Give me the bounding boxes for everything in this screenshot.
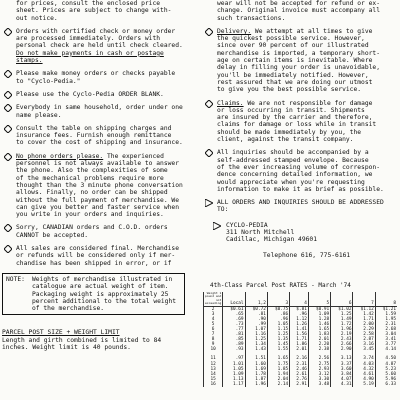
parcel-line: Length and girth combined is limited to 84 — [2, 336, 162, 344]
term-line: without the full payment of merchandise. We — [16, 196, 180, 204]
rates-weight-cell: 16 — [204, 382, 223, 387]
rates-cell: 1.87 — [245, 377, 267, 382]
rates-cell: 2.29 — [353, 327, 375, 332]
term-line: merchandise is imported, a temporary short- — [217, 49, 381, 57]
note-line: percent additional to the total weight — [32, 297, 177, 305]
mailing-address — [203, 222, 398, 244]
rates-cell: .73 — [223, 322, 245, 327]
term-line: allows. Finally, no order can be shipped — [16, 189, 168, 197]
term-underline-text: stamps. — [16, 57, 43, 65]
right-terms-list — [203, 28, 398, 193]
term-line: personnel is not always available to answer — [16, 160, 180, 168]
term-underline: No phone orders please. — [16, 152, 104, 160]
term-line: the phone. Also the complexities of some — [16, 167, 168, 175]
rates-cell: 1.09 — [223, 372, 245, 377]
rates-cell: 2.91 — [290, 382, 309, 387]
rates-cell: 2.01 — [290, 347, 309, 352]
rates-cell: 2.14 — [267, 382, 289, 387]
address-heading-item — [203, 199, 398, 214]
rates-cell: .99 — [245, 322, 267, 327]
fragment-line: change. Original invoice must accompany all — [217, 7, 381, 15]
rates-cell: 3.60 — [331, 367, 353, 372]
rates-cell: 1.55 — [267, 347, 289, 352]
rates-cell: 4.50 — [375, 356, 397, 361]
address-line: Cadillac, Michigan 49601 — [226, 236, 317, 244]
address-heading: ALL ORDERS AND INQUIRIES SHOULD BE ADDRESSED TO: — [217, 199, 384, 214]
rates-zone-header: 4 — [290, 292, 309, 306]
rates-zone-header: 5 — [308, 292, 330, 306]
rates-weight-cell: 4 — [204, 317, 223, 322]
term-underline-text: Do not make payments in cash or postage — [16, 49, 164, 57]
term-line: insurance fees. Furnish enough remittance — [16, 132, 172, 140]
diamond-bullet-icon — [4, 153, 12, 161]
term-line: Please make money orders or checks payable — [16, 70, 176, 78]
parcel-line: inches. Weight limit is 40 pounds. — [2, 343, 131, 351]
rates-cell: 2.01 — [308, 337, 330, 342]
rates-cell: 1.71 — [353, 317, 375, 322]
rates-cell: 1.17 — [223, 382, 245, 387]
rates-weight-cell: 2 — [204, 306, 223, 312]
rates-weight-cell: 14 — [204, 372, 223, 377]
term-line: name please. — [16, 111, 62, 119]
term-item-consult-table — [2, 125, 198, 147]
right-column — [203, 0, 398, 259]
term-line: are insured by the carrier and therefore, — [217, 114, 373, 122]
rates-cell: 3.48 — [308, 382, 330, 387]
rates-cell: 5.23 — [375, 367, 397, 372]
rates-weight-cell: 13 — [204, 367, 223, 372]
rates-cell: 1.75 — [267, 362, 289, 367]
term-line: personal check are held until check cleared. — [16, 42, 183, 50]
diamond-bullet-icon — [4, 70, 12, 78]
diamond-bullet-icon — [4, 104, 12, 112]
rates-cell: 1.09 — [308, 312, 330, 317]
diamond-bullet-icon — [205, 149, 213, 157]
rates-cell: 4.90 — [353, 377, 375, 382]
rates-cell: 1.41 — [290, 327, 309, 332]
rates-cell: 1.25 — [245, 337, 267, 342]
rates-row — [204, 367, 398, 372]
term-line: self-addressed stamped envelope. Because — [217, 156, 369, 164]
rates-weight-cell: 6 — [204, 327, 223, 332]
rates-cell: 1.49 — [331, 317, 353, 322]
term-line: Sorry, CANADIAN orders and C.O.D. orders — [16, 224, 168, 232]
rates-cell: 2.00 — [353, 322, 375, 327]
rates-cell: $1.21 — [375, 306, 397, 312]
rates-cell: 2.75 — [308, 362, 330, 367]
rates-cell: 5.60 — [375, 372, 397, 377]
rates-cell: .81 — [245, 312, 267, 317]
diamond-bullet-icon — [4, 28, 12, 36]
rates-cell: 1.46 — [308, 322, 330, 327]
rates-cell: .90 — [245, 317, 267, 322]
rates-cell: 2.31 — [290, 362, 309, 367]
rates-cell: 5.96 — [375, 377, 397, 382]
rates-cell: 1.12 — [290, 317, 309, 322]
parcel-post-heading: PARCEL POST SIZE + WEIGHT LIMIT — [2, 329, 120, 337]
rates-row — [204, 306, 398, 312]
rates-cell: 1.78 — [245, 372, 267, 377]
term-text — [16, 70, 198, 85]
rates-cell: 1.25 — [267, 332, 289, 337]
fragment-line: for prices, consult the enclosed price — [16, 0, 161, 7]
term-item-delivery — [203, 28, 398, 94]
term-line: to "Cyclo-Pedia." — [16, 77, 81, 85]
rates-cell: $.81 — [290, 306, 309, 312]
rates-title: 4th-Class Parcel Post RATES - March '74 — [210, 282, 351, 289]
term-line: to give you the best possible service. — [217, 86, 362, 94]
term-line: you'll be immediately notified. However, — [217, 71, 369, 79]
rates-cell: 1.26 — [290, 322, 309, 327]
fragment-line: sheet. Prices are subject to change with- — [16, 7, 172, 15]
rates-cell: 3.41 — [375, 337, 397, 342]
rates-cell: 2.16 — [290, 356, 309, 361]
term-line — [217, 28, 398, 35]
term-underline — [16, 57, 198, 64]
term-line: information to make it as brief as possible. — [217, 185, 384, 193]
rates-cell: .89 — [223, 342, 245, 347]
rates-cell: 3.77 — [375, 342, 397, 347]
rates-weight-header: Weight 1 pound and not exceeding — [205, 291, 222, 306]
rates-cell: 1.96 — [331, 327, 353, 332]
rates-header-row — [204, 292, 398, 306]
rates-cell: 1.56 — [290, 332, 309, 337]
term-line: are processed immediately. Orders with — [16, 35, 161, 43]
rates-cell: .81 — [223, 332, 245, 337]
rates-cell: 1.15 — [267, 327, 289, 332]
rates-cell: 1.28 — [308, 317, 330, 322]
rates-cell: 1.05 — [267, 322, 289, 327]
rates-row — [204, 362, 398, 367]
note-line: Packaging weight is approximately 25 — [32, 290, 169, 298]
term-line: Orders with certified check or money order — [16, 27, 176, 35]
term-line: of the ever increasing volume of correspon- — [217, 163, 381, 171]
rates-cell: 1.85 — [267, 367, 289, 372]
term-text — [16, 153, 198, 219]
fragment-line: such transactions. — [217, 14, 286, 22]
rates-weight-cell: 3 — [204, 312, 223, 317]
rates-cell: 1.43 — [245, 347, 267, 352]
term-line: since over 90 percent of our illustrated — [217, 42, 369, 50]
term-line — [217, 100, 398, 107]
term-line: rest assured that we are doing our utmost — [217, 78, 373, 86]
left-column — [2, 0, 198, 351]
parcel-rates-table — [203, 292, 397, 387]
rates-cell: 2.31 — [375, 322, 397, 327]
rates-cell: 1.71 — [290, 337, 309, 342]
fragment-line: wear will not be accepted for refund or ex- — [217, 0, 381, 7]
rates-cell: 2.43 — [331, 337, 353, 342]
rates-cell: .69 — [223, 317, 245, 322]
rates-cell: $0.91 — [308, 306, 330, 312]
term-line: Everybody in same household, order under one — [16, 104, 183, 112]
rates-cell: .86 — [267, 312, 289, 317]
rates-cell: 1.94 — [267, 372, 289, 377]
term-line: should be made immediately by you, the — [217, 128, 362, 136]
rates-cell: 1.13 — [223, 377, 245, 382]
term-item-household — [2, 104, 198, 119]
weights-note — [2, 273, 185, 315]
term-underline — [16, 50, 198, 57]
rates-cell: $1.12 — [353, 306, 375, 312]
rates-cell: 3.45 — [353, 347, 375, 352]
rates-weight-cell: 10 — [204, 347, 223, 352]
note-label: NOTE: — [6, 275, 25, 283]
pointer-bullet-icon — [213, 222, 221, 230]
term-text — [217, 149, 398, 193]
diamond-bullet-icon — [205, 100, 213, 108]
term-text — [16, 28, 198, 64]
term-line: CANNOT be accepted. — [16, 231, 89, 239]
rates-cell: 1.96 — [245, 382, 267, 387]
note-line: Weights of merchandise illustrated in — [32, 275, 173, 283]
rates-weight-cell: 11 — [204, 356, 223, 361]
term-line: or loss occurring in transit. Shipments — [217, 106, 365, 114]
rates-cell: 1.25 — [331, 312, 353, 317]
rates-cell: .77 — [223, 327, 245, 332]
rates-cell: 1.51 — [245, 356, 267, 361]
diamond-bullet-icon — [4, 224, 12, 232]
term-text — [217, 100, 398, 144]
rates-cell: 4.61 — [353, 372, 375, 377]
term-line — [16, 153, 198, 160]
rates-zone-header: 6 — [331, 292, 353, 306]
rates-cell: 1.95 — [375, 317, 397, 322]
term-text — [16, 125, 198, 147]
rates-cell: 4.14 — [375, 347, 397, 352]
rates-cell: 4.32 — [353, 367, 375, 372]
term-line: you write in your orders and inquiries. — [16, 211, 164, 219]
rates-cell: 1.07 — [245, 327, 267, 332]
note-text — [32, 276, 181, 312]
rates-cell: 3.13 — [331, 356, 353, 361]
term-line: Please use the Cyclo-Pedia ORDER BLANK. — [16, 90, 164, 98]
rates-weight-cell: 5 — [204, 322, 223, 327]
rates-cell: $0.72 — [245, 306, 267, 312]
rates-cell: 1.05 — [223, 367, 245, 372]
rates-cell: 1.65 — [308, 327, 330, 332]
rates-cell: 2.58 — [353, 332, 375, 337]
fragment-line: out notice. — [16, 14, 58, 22]
rates-cell: 1.59 — [375, 312, 397, 317]
term-item-sales-final — [2, 245, 198, 267]
rates-cell: $1.02 — [331, 306, 353, 312]
rates-cell: 1.35 — [267, 337, 289, 342]
rates-cell: 3.16 — [353, 342, 375, 347]
rates-cell: .96 — [267, 317, 289, 322]
rates-zone-header: 1,2 — [245, 292, 267, 306]
diamond-bullet-icon — [205, 199, 213, 207]
rates-cell: 2.38 — [308, 347, 330, 352]
rates-zone-header: Local — [223, 292, 245, 306]
rates-cell: 2.04 — [267, 377, 289, 382]
term-text — [16, 104, 198, 119]
term-line-rest: We are not responsible for damage — [243, 99, 373, 107]
term-line: claims for damage or loss while in transit — [217, 121, 377, 129]
term-item-inquiries — [203, 149, 398, 193]
rates-cell: 2.68 — [375, 327, 397, 332]
parcel-post-text — [2, 337, 198, 352]
term-item-order-blank — [2, 91, 198, 98]
address-line: 311 North Mitchell — [226, 229, 295, 237]
rates-weight-cell: 15 — [204, 377, 223, 382]
rates-cell: 2.90 — [331, 347, 353, 352]
rates-cell: .97 — [223, 356, 245, 361]
rates-cell: 2.46 — [290, 367, 309, 372]
term-item-claims — [203, 100, 398, 144]
term-line: chandise has been shipped in error, or if — [16, 259, 172, 267]
term-line-rest: We attempt at all times to give — [251, 27, 373, 35]
term-line: age on certain items is inevitable. Where — [217, 57, 373, 65]
rates-cell: 3.74 — [353, 356, 375, 361]
rates-cell: $0.75 — [267, 306, 289, 312]
rates-cell: 4.07 — [331, 377, 353, 382]
rates-zone-header: 8 — [375, 292, 397, 306]
rates-cell: 4.03 — [353, 362, 375, 367]
address-line: CYCLO-PEDIA — [226, 221, 268, 229]
rates-cell: 1.42 — [353, 312, 375, 317]
term-line: or refunds will be considered only if mer- — [16, 252, 176, 260]
rates-cell: $0.61 — [223, 306, 245, 312]
rates-cell: 1.83 — [308, 332, 330, 337]
term-item-canadian — [2, 224, 198, 239]
rates-cell: 1.65 — [267, 356, 289, 361]
rates-cell: 4.87 — [375, 362, 397, 367]
left-top-fragment — [16, 0, 198, 22]
rates-zone-header: 7 — [353, 292, 375, 306]
rates-cell: 2.61 — [290, 372, 309, 377]
rates-cell: 1.72 — [331, 322, 353, 327]
term-item-money-orders — [2, 70, 198, 85]
term-line: would appreciate when you're requesting — [217, 178, 365, 186]
rates-cell: .85 — [223, 337, 245, 342]
rates-cell: 1.69 — [245, 367, 267, 372]
rates-cell: 2.56 — [308, 356, 330, 361]
term-line: the quickest possible service. However, — [217, 35, 365, 43]
term-line: thought than the 3 minute phone conversation — [16, 181, 183, 189]
rates-weight-cell: 9 — [204, 342, 223, 347]
term-line: to cover the cost of shipping and insurance. — [16, 139, 183, 147]
rates-cell: .96 — [290, 312, 309, 317]
term-item-no-phone — [2, 153, 198, 219]
rates-cell: 2.76 — [290, 377, 309, 382]
rates-cell: 5.19 — [353, 382, 375, 387]
left-terms-list — [2, 28, 198, 267]
rates-body — [204, 306, 398, 387]
rates-weight-cell: 7 — [204, 332, 223, 337]
parcel-post-limit — [2, 329, 198, 351]
rates-cell: 2.19 — [331, 332, 353, 337]
rates-cell: 3.12 — [308, 372, 330, 377]
note-line: of the merchandise. — [32, 305, 105, 313]
rates-cell: 1.01 — [223, 362, 245, 367]
rates-cell: 1.60 — [245, 362, 267, 367]
rates-cell: 3.30 — [308, 377, 330, 382]
diamond-bullet-icon — [205, 28, 213, 36]
diamond-bullet-icon — [4, 125, 12, 133]
rates-row — [204, 382, 398, 387]
diamond-bullet-icon — [4, 245, 12, 253]
rates-cell: .65 — [223, 312, 245, 317]
term-text — [16, 91, 198, 98]
term-underline: Delivery. — [217, 27, 252, 35]
term-text — [16, 245, 198, 267]
term-line: can give you better and faster service when — [16, 203, 180, 211]
term-line: All sales are considered final. Merchandise — [16, 245, 180, 253]
telephone: Telephone 616, 775-6161 — [263, 251, 351, 259]
diamond-bullet-icon — [4, 91, 12, 99]
rates-cell: 1.86 — [290, 342, 309, 347]
rates-cell: .93 — [223, 347, 245, 352]
rates-cell: 3.84 — [331, 372, 353, 377]
term-text — [217, 28, 398, 94]
term-line: delay in filling your order is unavoidable, — [217, 64, 381, 72]
rates-weight-cell: 12 — [204, 362, 223, 367]
term-underline: Claims. — [217, 99, 244, 107]
note-line: catalogue are actual weight of item. — [32, 283, 169, 291]
term-line: dence concerning detailed information, we — [217, 171, 373, 179]
term-text — [16, 224, 198, 239]
term-line: of the mechanical problems require more — [16, 174, 164, 182]
rates-cell: 1.45 — [267, 342, 289, 347]
rates-zone-header: 3 — [267, 292, 289, 306]
rates-cell: 3.37 — [331, 362, 353, 367]
rates-cell: 4.31 — [331, 382, 353, 387]
rates-cell: 2.93 — [308, 367, 330, 372]
rates-cell: 3.04 — [375, 332, 397, 337]
rates-cell: 1.34 — [245, 342, 267, 347]
rates-cell: 6.33 — [375, 382, 397, 387]
rates-cell: 2.87 — [353, 337, 375, 342]
term-item-certified-check — [2, 28, 198, 64]
term-line: Consult the table on shipping charges and — [16, 124, 172, 132]
rates-cell: 2.20 — [308, 342, 330, 347]
right-top-fragment — [217, 0, 398, 22]
rates-cell: 2.66 — [331, 342, 353, 347]
term-line: client, against the transit company. — [217, 136, 354, 144]
rates-cell: 1.16 — [245, 332, 267, 337]
rates-weight-cell: 8 — [204, 337, 223, 342]
term-line: All inquiries should be accompanied by a — [217, 149, 369, 157]
term-line-rest: The experienced — [103, 152, 164, 160]
